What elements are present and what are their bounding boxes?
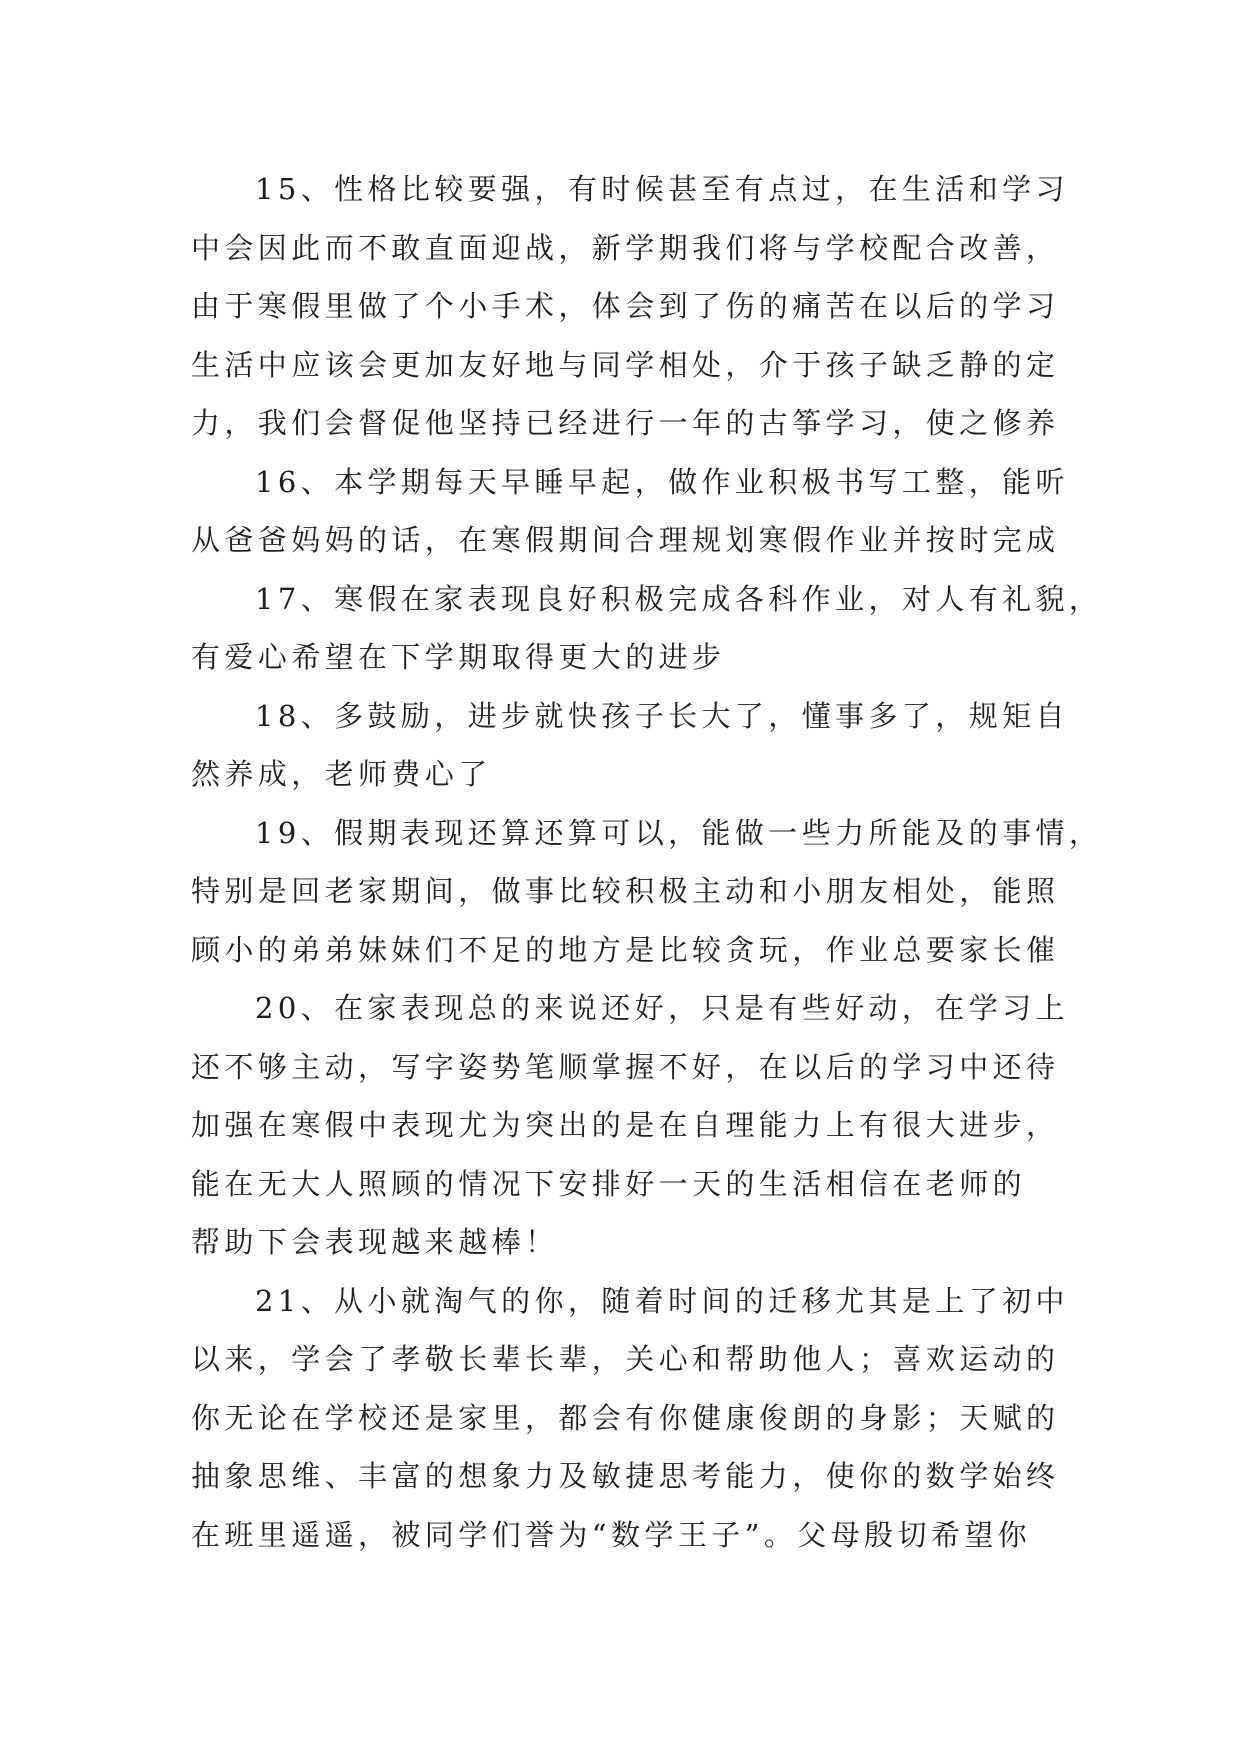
text-line: 中会因此而不敢直面迎战，新学期我们将与学校配合改善， bbox=[191, 230, 1060, 265]
text-line: 生活中应该会更加友好地与同学相处，介于孩子缺乏静的定 bbox=[191, 347, 1060, 382]
text-line: 由于寒假里做了个小手术，体会到了伤的痛苦在以后的学习 bbox=[191, 289, 1060, 323]
text-line: 有爱心希望在下学期取得更大的进步 bbox=[191, 640, 726, 674]
text-line: 17、寒假在家表现良好积极完成各科作业，对人有礼貌， bbox=[255, 581, 1103, 616]
text-line: 还不够主动，写字姿势笔顺掌握不好，在以后的学习中还待 bbox=[191, 1049, 1060, 1084]
document-body bbox=[191, 160, 1103, 1564]
text-line: 抽象思维、丰富的想象力及敏捷思考能力，使你的数学始终 bbox=[191, 1459, 1060, 1493]
text-line: 21、从小就淘气的你，随着时间的迁移尤其是上了初中 bbox=[255, 1283, 1069, 1318]
text-line: 特别是回老家期间，做事比较积极主动和小朋友相处，能照 bbox=[191, 874, 1060, 908]
text-line: 从爸爸妈妈的话，在寒假期间合理规划寒假作业并按时完成 bbox=[191, 523, 1060, 557]
text-line: 帮助下会表现越来越棒！ bbox=[191, 1225, 559, 1259]
text-line: 16、本学期每天早睡早起，做作业积极书写工整，能听 bbox=[255, 464, 1069, 499]
text-line: 然养成，老师费心了 bbox=[191, 757, 492, 791]
text-line: 能在无大人照顾的情况下安排好一天的生活相信在老师的 bbox=[191, 1166, 1027, 1201]
text-line: 15、性格比较要强，有时候甚至有点过，在生活和学习 bbox=[255, 172, 1069, 206]
text-line: 力，我们会督促他坚持已经进行一年的古筝学习，使之修养 bbox=[191, 406, 1060, 440]
text-line: 18、多鼓励，进步就快孩子长大了，懂事多了，规矩自 bbox=[255, 698, 1069, 733]
text-line: 在班里遥遥，被同学们誉为“数学王子”。父母殷切希望你 bbox=[191, 1517, 1032, 1552]
text-line: 19、假期表现还算还算可以，能做一些力所能及的事情， bbox=[255, 815, 1103, 850]
text-line: 顾小的弟弟妹妹们不足的地方是比较贪玩，作业总要家长催 bbox=[191, 932, 1060, 967]
text-line: 以来，学会了孝敬长辈长辈，关心和帮助他人；喜欢运动的 bbox=[191, 1342, 1060, 1376]
text-line: 你无论在学校还是家里，都会有你健康俊朗的身影；天赋的 bbox=[191, 1400, 1060, 1435]
text-line: 加强在寒假中表现尤为突出的是在自理能力上有很大进步， bbox=[191, 1108, 1060, 1142]
text-line: 20、在家表现总的来说还好，只是有些好动，在学习上 bbox=[255, 991, 1069, 1025]
